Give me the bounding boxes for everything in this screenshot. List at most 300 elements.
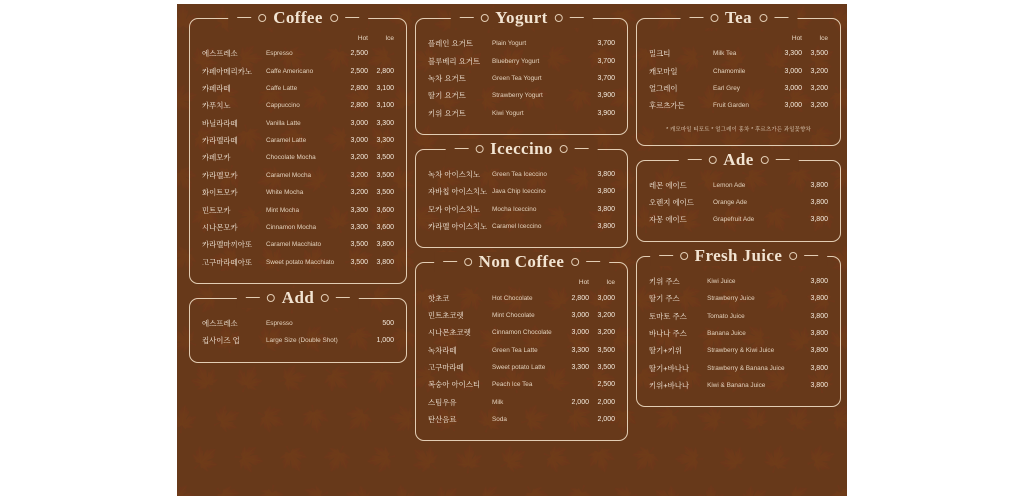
menu-item-row <box>428 307 615 324</box>
title-dot-left <box>708 156 716 164</box>
menu-item-row <box>428 52 615 69</box>
title-dot-right <box>759 14 767 22</box>
card-title-text: Ade <box>723 149 754 169</box>
card-title-text: Yogurt <box>495 8 548 27</box>
item-name-kr: 고구마라떼 <box>428 363 464 373</box>
item-name-en: Cinnamon Mocha <box>266 223 317 231</box>
item-name-kr: 딸기 주스 <box>649 294 680 304</box>
card-title <box>450 8 592 28</box>
item-price-ice: 3,700 <box>597 40 615 48</box>
item-price-ice: 3,500 <box>376 189 394 197</box>
item-name-kr: 딸기+바나나 <box>649 363 690 373</box>
item-price-ice: 3,800 <box>376 258 394 266</box>
menu-item-row <box>428 411 615 428</box>
menu-item-row <box>649 377 828 394</box>
item-price-ice: 3,200 <box>597 329 615 337</box>
item-name-kr: 핫초코 <box>428 293 450 303</box>
header-ice: Ice <box>819 35 828 42</box>
item-name-en: Chocolate Mocha <box>266 154 316 162</box>
title-dot-left <box>710 14 718 22</box>
menu-item-row <box>428 183 615 200</box>
item-price-ice: 3,500 <box>597 346 615 354</box>
item-price-ice: 3,800 <box>597 188 615 196</box>
menu-card-non-coffee <box>415 252 628 441</box>
menu-table <box>428 35 615 122</box>
menu-column-left <box>189 8 407 482</box>
item-name-en: Tomato Juice <box>707 312 745 320</box>
item-price-hot: 3,300 <box>784 50 802 58</box>
menu-item-row <box>428 87 615 104</box>
title-dot-left <box>258 14 266 22</box>
item-name-kr: 화이트모카 <box>202 188 238 198</box>
item-price-ice: 3,800 <box>810 181 828 189</box>
card-title <box>678 150 798 170</box>
item-name-en: Caramel Mocha <box>266 171 312 179</box>
item-price-hot <box>785 325 805 342</box>
item-name-en: Kiwi & Banana Juice <box>707 382 766 390</box>
item-name-en: Mocha Iceccino <box>492 205 537 213</box>
title-rule-left <box>246 297 260 298</box>
item-price-ice: 2,000 <box>597 416 615 424</box>
menu-card-add <box>189 287 407 363</box>
item-price-hot: 2,000 <box>571 398 589 406</box>
item-price-hot: 3,000 <box>571 329 589 337</box>
item-price-ice: 3,800 <box>810 347 828 355</box>
menu-columns <box>177 4 847 496</box>
item-name-en: Caramel Iceccino <box>492 223 542 231</box>
item-name-en: Chamomile <box>713 67 746 75</box>
menu-column-right <box>636 8 841 482</box>
menu-item-row <box>428 324 615 341</box>
item-price-hot <box>563 52 589 69</box>
item-price-ice: 3,100 <box>376 84 394 92</box>
item-price-hot <box>563 411 589 428</box>
menu-item-row <box>428 342 615 359</box>
menu-item-row <box>428 201 615 218</box>
header-spacer-en <box>492 279 563 289</box>
menu-item-row <box>202 219 394 236</box>
menu-item-row <box>202 332 394 349</box>
menu-item-row <box>202 236 394 253</box>
title-dot-left <box>475 145 483 153</box>
item-name-kr: 후르츠가든 <box>649 101 685 111</box>
menu-item-row <box>428 394 615 411</box>
menu-item-row <box>202 184 394 201</box>
title-rule-right <box>774 17 788 18</box>
menu-item-row <box>202 315 394 332</box>
item-name-kr: 키위 주스 <box>649 276 680 286</box>
menu-item-row <box>202 115 394 132</box>
item-price-ice: 2,500 <box>597 381 615 389</box>
item-price-hot <box>563 166 589 183</box>
item-name-kr: 시나몬모카 <box>202 222 238 232</box>
item-price-ice: 3,500 <box>810 50 828 58</box>
menu-board <box>177 4 847 496</box>
title-rule-left <box>443 261 457 262</box>
item-name-kr: 딸기+키위 <box>649 346 682 356</box>
item-price-ice: 2,000 <box>597 398 615 406</box>
title-dot-left <box>480 14 488 22</box>
title-rule-left <box>459 17 473 18</box>
item-price-hot: 3,300 <box>571 346 589 354</box>
item-price-ice: 3,800 <box>810 382 828 390</box>
item-name-en: Green Tea Yogurt <box>492 74 542 82</box>
menu-table <box>428 166 615 236</box>
item-price-ice: 2,800 <box>376 67 394 75</box>
title-rule-right <box>336 297 350 298</box>
menu-table <box>202 35 394 271</box>
menu-item-row <box>202 167 394 184</box>
item-price-hot: 3,300 <box>350 223 368 231</box>
item-name-kr: 녹차 아이스치노 <box>428 170 481 180</box>
item-name-en: White Mocha <box>266 189 304 197</box>
item-name-en: Vanilla Latte <box>266 119 301 127</box>
item-name-en: Caffe Americano <box>266 67 314 75</box>
item-name-kr: 캐모마일 <box>649 66 678 76</box>
item-name-en: Large Size (Double Shot) <box>266 337 338 345</box>
item-name-en: Plain Yogurt <box>492 40 527 48</box>
item-price-ice: 3,800 <box>376 241 394 249</box>
item-price-hot <box>563 87 589 104</box>
item-name-en: Mint Mocha <box>266 206 300 214</box>
menu-table <box>649 35 828 115</box>
title-rule-left <box>454 148 468 149</box>
item-name-en: Kiwi Juice <box>707 277 736 285</box>
item-name-en: Cinnamon Chocolate <box>492 329 552 337</box>
item-name-kr: 자몽 에이드 <box>649 215 687 225</box>
menu-table <box>649 177 828 229</box>
item-name-kr: 에스프레소 <box>202 319 238 329</box>
item-name-en: Caffe Latte <box>266 84 298 92</box>
item-name-en: Green Tea Iceccino <box>492 171 547 179</box>
item-price-hot: 3,500 <box>350 241 368 249</box>
card-title <box>680 8 797 28</box>
item-name-en: Fruit Garden <box>713 102 749 110</box>
item-price-hot: 3,300 <box>571 364 589 372</box>
item-name-kr: 복숭아 아이스티 <box>428 380 481 390</box>
table-header-row <box>428 279 615 289</box>
item-price-ice: 3,800 <box>810 277 828 285</box>
card-title-text: Tea <box>724 8 753 27</box>
item-price-ice: 3,800 <box>810 199 828 207</box>
item-price-ice: 3,800 <box>810 312 828 320</box>
header-spacer-en <box>713 35 776 45</box>
title-dot-right <box>321 294 329 302</box>
menu-item-row <box>202 149 394 166</box>
menu-item-row <box>202 45 394 62</box>
card-note: * 캐모마일 티포트 * 얼그레이 홍차 * 후르츠가든 과일꽃향차 <box>666 126 811 133</box>
item-name-kr: 키위+바나나 <box>649 381 690 391</box>
title-dot-right <box>571 258 579 266</box>
item-name-en: Strawberry & Banana Juice <box>707 364 785 372</box>
item-price-hot: 3,200 <box>350 171 368 179</box>
title-dot-left <box>464 258 472 266</box>
menu-card-fresh-juice <box>636 245 841 408</box>
item-name-en: Kiwi Yogurt <box>492 109 524 117</box>
item-price-hot <box>785 273 805 290</box>
menu-card-tea <box>636 8 841 146</box>
menu-item-row <box>428 376 615 393</box>
item-name-en: Caramel Latte <box>266 137 307 145</box>
item-price-ice: 3,200 <box>597 311 615 319</box>
card-title-text: Iceccino <box>490 138 553 158</box>
menu-item-row <box>649 177 828 194</box>
card-title <box>650 246 828 266</box>
card-title-text: Non Coffee <box>478 252 565 272</box>
item-price-ice: 3,100 <box>376 102 394 110</box>
item-price-hot <box>342 332 368 349</box>
item-name-kr: 탄산음료 <box>428 415 457 425</box>
menu-table <box>649 273 828 395</box>
item-price-hot <box>785 342 805 359</box>
item-name-en: Sweet potato Macchiato <box>266 258 335 266</box>
item-name-en: Strawberry & Kiwi Juice <box>707 347 775 355</box>
item-name-en: Grapefruit Ade <box>713 216 755 224</box>
title-rule-right <box>575 148 589 149</box>
item-name-en: Banana Juice <box>707 329 746 337</box>
menu-item-row <box>202 97 394 114</box>
item-price-ice: 3,600 <box>376 223 394 231</box>
item-price-ice: 3,800 <box>810 364 828 372</box>
header-ice: Ice <box>385 35 394 42</box>
item-price-hot <box>776 177 802 194</box>
card-title <box>445 139 598 159</box>
item-price-ice: 3,900 <box>597 109 615 117</box>
item-price-hot <box>785 360 805 377</box>
title-dot-left <box>680 252 688 260</box>
item-price-ice: 3,500 <box>376 171 394 179</box>
item-name-en: Espresso <box>266 50 293 58</box>
menu-item-row <box>649 80 828 97</box>
item-price-hot <box>342 315 368 332</box>
item-price-hot <box>785 377 805 394</box>
menu-item-row <box>428 289 615 306</box>
title-rule-right <box>586 261 600 262</box>
menu-card-ade <box>636 149 841 242</box>
item-name-kr: 민트초코렛 <box>428 310 464 320</box>
menu-item-row <box>202 62 394 79</box>
menu-item-row <box>428 70 615 87</box>
item-price-hot <box>785 307 805 324</box>
item-name-kr: 고구마라떼아또 <box>202 257 252 267</box>
menu-item-row <box>649 325 828 342</box>
item-price-ice: 3,800 <box>597 205 615 213</box>
item-name-kr: 카푸치노 <box>202 101 231 111</box>
item-name-kr: 바나나 주스 <box>649 328 687 338</box>
item-name-en: Milk <box>492 398 504 406</box>
menu-item-row <box>649 360 828 377</box>
item-name-kr: 모카 아이스치노 <box>428 204 481 214</box>
item-name-kr: 레몬 에이드 <box>649 180 687 190</box>
item-name-en: Sweet potato Latte <box>492 364 546 372</box>
menu-item-row <box>649 290 828 307</box>
item-name-kr: 카페아메리카노 <box>202 66 252 76</box>
item-name-en: Cappuccino <box>266 102 300 110</box>
title-dot-right <box>761 156 769 164</box>
menu-item-row <box>649 211 828 228</box>
item-name-kr: 블루베리 요거트 <box>428 56 481 66</box>
menu-item-row <box>202 254 394 271</box>
item-name-kr: 얼그레이 <box>649 83 678 93</box>
item-name-en: Orange Ade <box>713 199 748 207</box>
item-price-hot <box>563 105 589 122</box>
item-name-kr: 카라멜마끼아또 <box>202 240 252 250</box>
menu-item-row <box>202 201 394 218</box>
item-name-kr: 밀크티 <box>649 49 671 59</box>
item-price-ice: 3,800 <box>810 216 828 224</box>
title-rule-left <box>237 17 251 18</box>
card-title-text: Add <box>281 287 315 307</box>
item-price-ice: 1,000 <box>376 337 394 345</box>
menu-item-row <box>649 307 828 324</box>
title-dot-right <box>560 145 568 153</box>
item-price-ice: 3,800 <box>810 329 828 337</box>
item-name-en: Lemon Ade <box>713 181 746 189</box>
item-name-en: Soda <box>492 416 507 424</box>
item-price-ice: 500 <box>382 320 394 328</box>
card-title <box>237 288 359 308</box>
title-rule-left <box>687 159 701 160</box>
header-hot: Hot <box>357 35 368 42</box>
title-rule-left <box>689 17 703 18</box>
item-price-hot: 2,800 <box>350 102 368 110</box>
card-title <box>434 252 610 272</box>
item-name-en: Espresso <box>266 320 293 328</box>
item-price-ice: 3,200 <box>810 102 828 110</box>
header-ice: Ice <box>606 279 615 287</box>
item-price-ice: 3,800 <box>810 295 828 303</box>
item-name-en: Caramel Macchiato <box>266 241 322 249</box>
menu-column-middle <box>415 8 628 482</box>
item-price-hot <box>563 183 589 200</box>
item-price-ice: 3,500 <box>376 154 394 162</box>
item-price-hot <box>563 201 589 218</box>
item-name-kr: 카페모카 <box>202 153 231 163</box>
title-rule-right <box>570 17 584 18</box>
title-dot-right <box>555 14 563 22</box>
item-price-hot <box>785 290 805 307</box>
title-rule-right <box>345 17 359 18</box>
item-price-hot: 3,000 <box>350 137 368 145</box>
menu-item-row <box>649 342 828 359</box>
item-name-kr: 에스프레소 <box>202 49 238 59</box>
menu-card-iceccino <box>415 138 628 249</box>
item-name-kr: 녹차라떼 <box>428 345 457 355</box>
menu-item-row <box>202 132 394 149</box>
menu-item-row <box>649 97 828 114</box>
item-name-kr: 카라멜 아이스치노 <box>428 222 488 232</box>
item-price-hot <box>563 218 589 235</box>
item-price-hot: 3,000 <box>784 102 802 110</box>
item-name-en: Milk Tea <box>713 50 737 58</box>
item-price-hot: 3,300 <box>350 206 368 214</box>
item-price-ice: 3,700 <box>597 74 615 82</box>
menu-item-row <box>428 218 615 235</box>
header-spacer <box>202 35 266 45</box>
item-price-hot: 3,000 <box>784 67 802 75</box>
item-name-kr: 시나몬초코렛 <box>428 328 471 338</box>
item-name-en: Earl Grey <box>713 84 740 92</box>
item-name-kr: 토마토 주스 <box>649 311 687 321</box>
card-title-text: Coffee <box>273 8 323 27</box>
table-header-row <box>649 35 828 45</box>
item-name-kr: 오렌지 에이드 <box>649 198 694 208</box>
card-title-text: Fresh Juice <box>694 245 783 265</box>
item-price-ice: 3,300 <box>376 137 394 145</box>
menu-item-row <box>428 166 615 183</box>
item-price-hot: 2,500 <box>350 67 368 75</box>
item-price-ice: 3,200 <box>810 84 828 92</box>
item-price-ice: 3,800 <box>597 171 615 179</box>
table-header-row <box>202 35 394 45</box>
item-name-kr: 딸기 요거트 <box>428 91 466 101</box>
title-rule-right <box>776 159 790 160</box>
item-price-hot: 2,500 <box>350 50 368 58</box>
item-name-kr: 키위 요거트 <box>428 108 466 118</box>
item-name-kr: 카라멜모카 <box>202 170 238 180</box>
menu-item-row <box>202 80 394 97</box>
title-dot-right <box>789 252 797 260</box>
title-dot-left <box>267 294 275 302</box>
item-name-en: Blueberry Yogurt <box>492 57 540 65</box>
header-hot: Hot <box>791 35 802 42</box>
header-spacer <box>649 35 713 45</box>
item-name-kr: 플레인 요거트 <box>428 39 473 49</box>
item-price-hot: 3,000 <box>571 311 589 319</box>
menu-item-row <box>428 35 615 52</box>
item-name-en: Java Chip Iceccino <box>492 188 546 196</box>
item-name-en: Hot Chocolate <box>492 294 533 302</box>
item-name-kr: 민트모카 <box>202 205 231 215</box>
item-price-hot <box>776 211 802 228</box>
card-title <box>228 8 368 28</box>
menu-item-row <box>649 62 828 79</box>
menu-card-yogurt <box>415 8 628 135</box>
menu-table <box>428 279 615 428</box>
header-spacer-en <box>266 35 342 45</box>
item-price-ice: 3,200 <box>810 67 828 75</box>
item-name-kr: 카라멜라떼 <box>202 136 238 146</box>
item-price-hot: 2,800 <box>571 294 589 302</box>
item-name-en: Strawberry Yogurt <box>492 92 543 100</box>
item-price-hot <box>776 194 802 211</box>
item-price-ice: 3,700 <box>597 57 615 65</box>
item-price-ice <box>368 45 394 62</box>
item-price-ice: 3,800 <box>597 223 615 231</box>
header-hot: Hot <box>578 279 589 287</box>
item-price-ice: 3,500 <box>597 364 615 372</box>
menu-item-row <box>649 45 828 62</box>
item-name-en: Mint Chocolate <box>492 311 535 319</box>
item-name-en: Strawberry Juice <box>707 295 755 303</box>
item-price-hot <box>563 70 589 87</box>
item-name-kr: 바닐라라떼 <box>202 118 238 128</box>
item-price-ice: 3,900 <box>597 92 615 100</box>
menu-item-row <box>428 105 615 122</box>
item-price-ice: 3,600 <box>376 206 394 214</box>
item-price-hot: 3,200 <box>350 189 368 197</box>
item-price-hot: 3,200 <box>350 154 368 162</box>
title-rule-right <box>804 255 818 256</box>
item-name-kr: 컵사이즈 업 <box>202 336 240 346</box>
item-price-hot: 3,000 <box>784 84 802 92</box>
item-name-en: Green Tea Latte <box>492 346 538 354</box>
item-price-hot: 3,500 <box>350 258 368 266</box>
item-price-ice: 3,300 <box>376 119 394 127</box>
item-price-hot <box>563 376 589 393</box>
title-dot-right <box>330 14 338 22</box>
item-price-hot: 3,000 <box>350 119 368 127</box>
